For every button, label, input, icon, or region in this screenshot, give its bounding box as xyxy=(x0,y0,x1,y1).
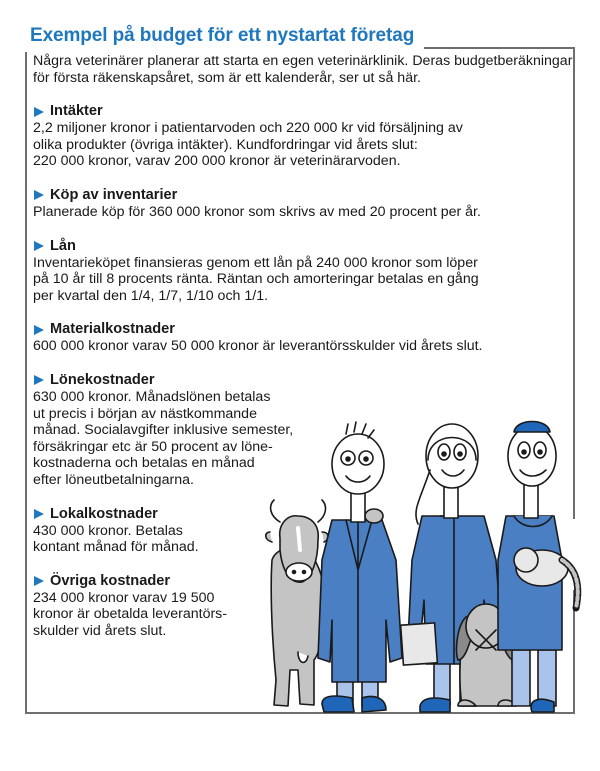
section-lan xyxy=(33,238,573,305)
section-heading: Lån xyxy=(33,238,573,255)
section-body: 600 000 kronor varav 50 000 kronor är leverantörsskulder vid årets slut. xyxy=(33,338,483,355)
triangle-bullet-icon xyxy=(34,107,44,117)
section-heading: Materialkostnader xyxy=(33,321,573,338)
section-body: 430 000 kronor. Betalas kontant månad för månad. xyxy=(33,522,199,556)
cow-illustration xyxy=(266,500,329,706)
section-inventarier xyxy=(33,187,573,221)
section-heading: Lönekostnader xyxy=(33,372,573,389)
section-heading: Köp av inventarier xyxy=(33,187,573,204)
veterinarians-illustration xyxy=(262,420,592,714)
section-body: Inventarieköpet finansieras genom ett lån på 240 000 kronor som löper på 10 år till 8 procents ränta. Räntan och amorteringar betalas en gång per kvartal den 1/4, 1/7, 1/10 och 1/1. xyxy=(33,254,479,304)
clipboard-illustration xyxy=(401,623,438,665)
veterinarian-left xyxy=(318,422,402,712)
frame-border-top xyxy=(424,47,575,49)
section-body: 234 000 kronor varav 19 500 kronor är obetalda leverantörs- skulder vid årets slut. xyxy=(33,589,227,639)
page-title: Exempel på budget för ett nystartat företag xyxy=(30,25,415,46)
triangle-bullet-icon xyxy=(34,509,44,519)
triangle-bullet-icon xyxy=(34,241,44,251)
triangle-bullet-icon xyxy=(34,190,44,200)
section-body: 2,2 miljoner kronor i patientarvoden och 220 000 kr vid försäljning av olika produkter (övriga intäkter). Kundfordringar vid årets slut: 220 000 kronor, varav 200 000 kronor är veterinärarvoden. xyxy=(33,120,463,170)
intro-text: Några veterinärer planerar att starta en egen veterinärklinik. Deras budgetberäkningar för första räkenskapsåret, som är ett kalenderår, ser ut så här. xyxy=(33,53,573,86)
section-intakter xyxy=(33,103,573,170)
section-body: Planerade köp för 360 000 kronor som skrivs av med 20 procent per år. xyxy=(33,203,481,220)
triangle-bullet-icon xyxy=(34,375,44,385)
section-heading: Intäkter xyxy=(33,103,573,120)
triangle-bullet-icon xyxy=(34,576,44,586)
section-body: 630 000 kronor. Månadslönen betalas ut precis i början av nästkommande månad. Socialavgifter inklusive semester, försäkringar etc är 50 procent av löne- kostnaderna och betalas en månad efter löneutbetalningarna. xyxy=(33,388,294,488)
frame-border-left xyxy=(25,52,27,713)
section-materialkostnader xyxy=(33,321,573,355)
section-heading: Övriga kostnader xyxy=(33,573,573,590)
section-heading: Lokalkostnader xyxy=(33,506,573,523)
triangle-bullet-icon xyxy=(34,325,44,335)
